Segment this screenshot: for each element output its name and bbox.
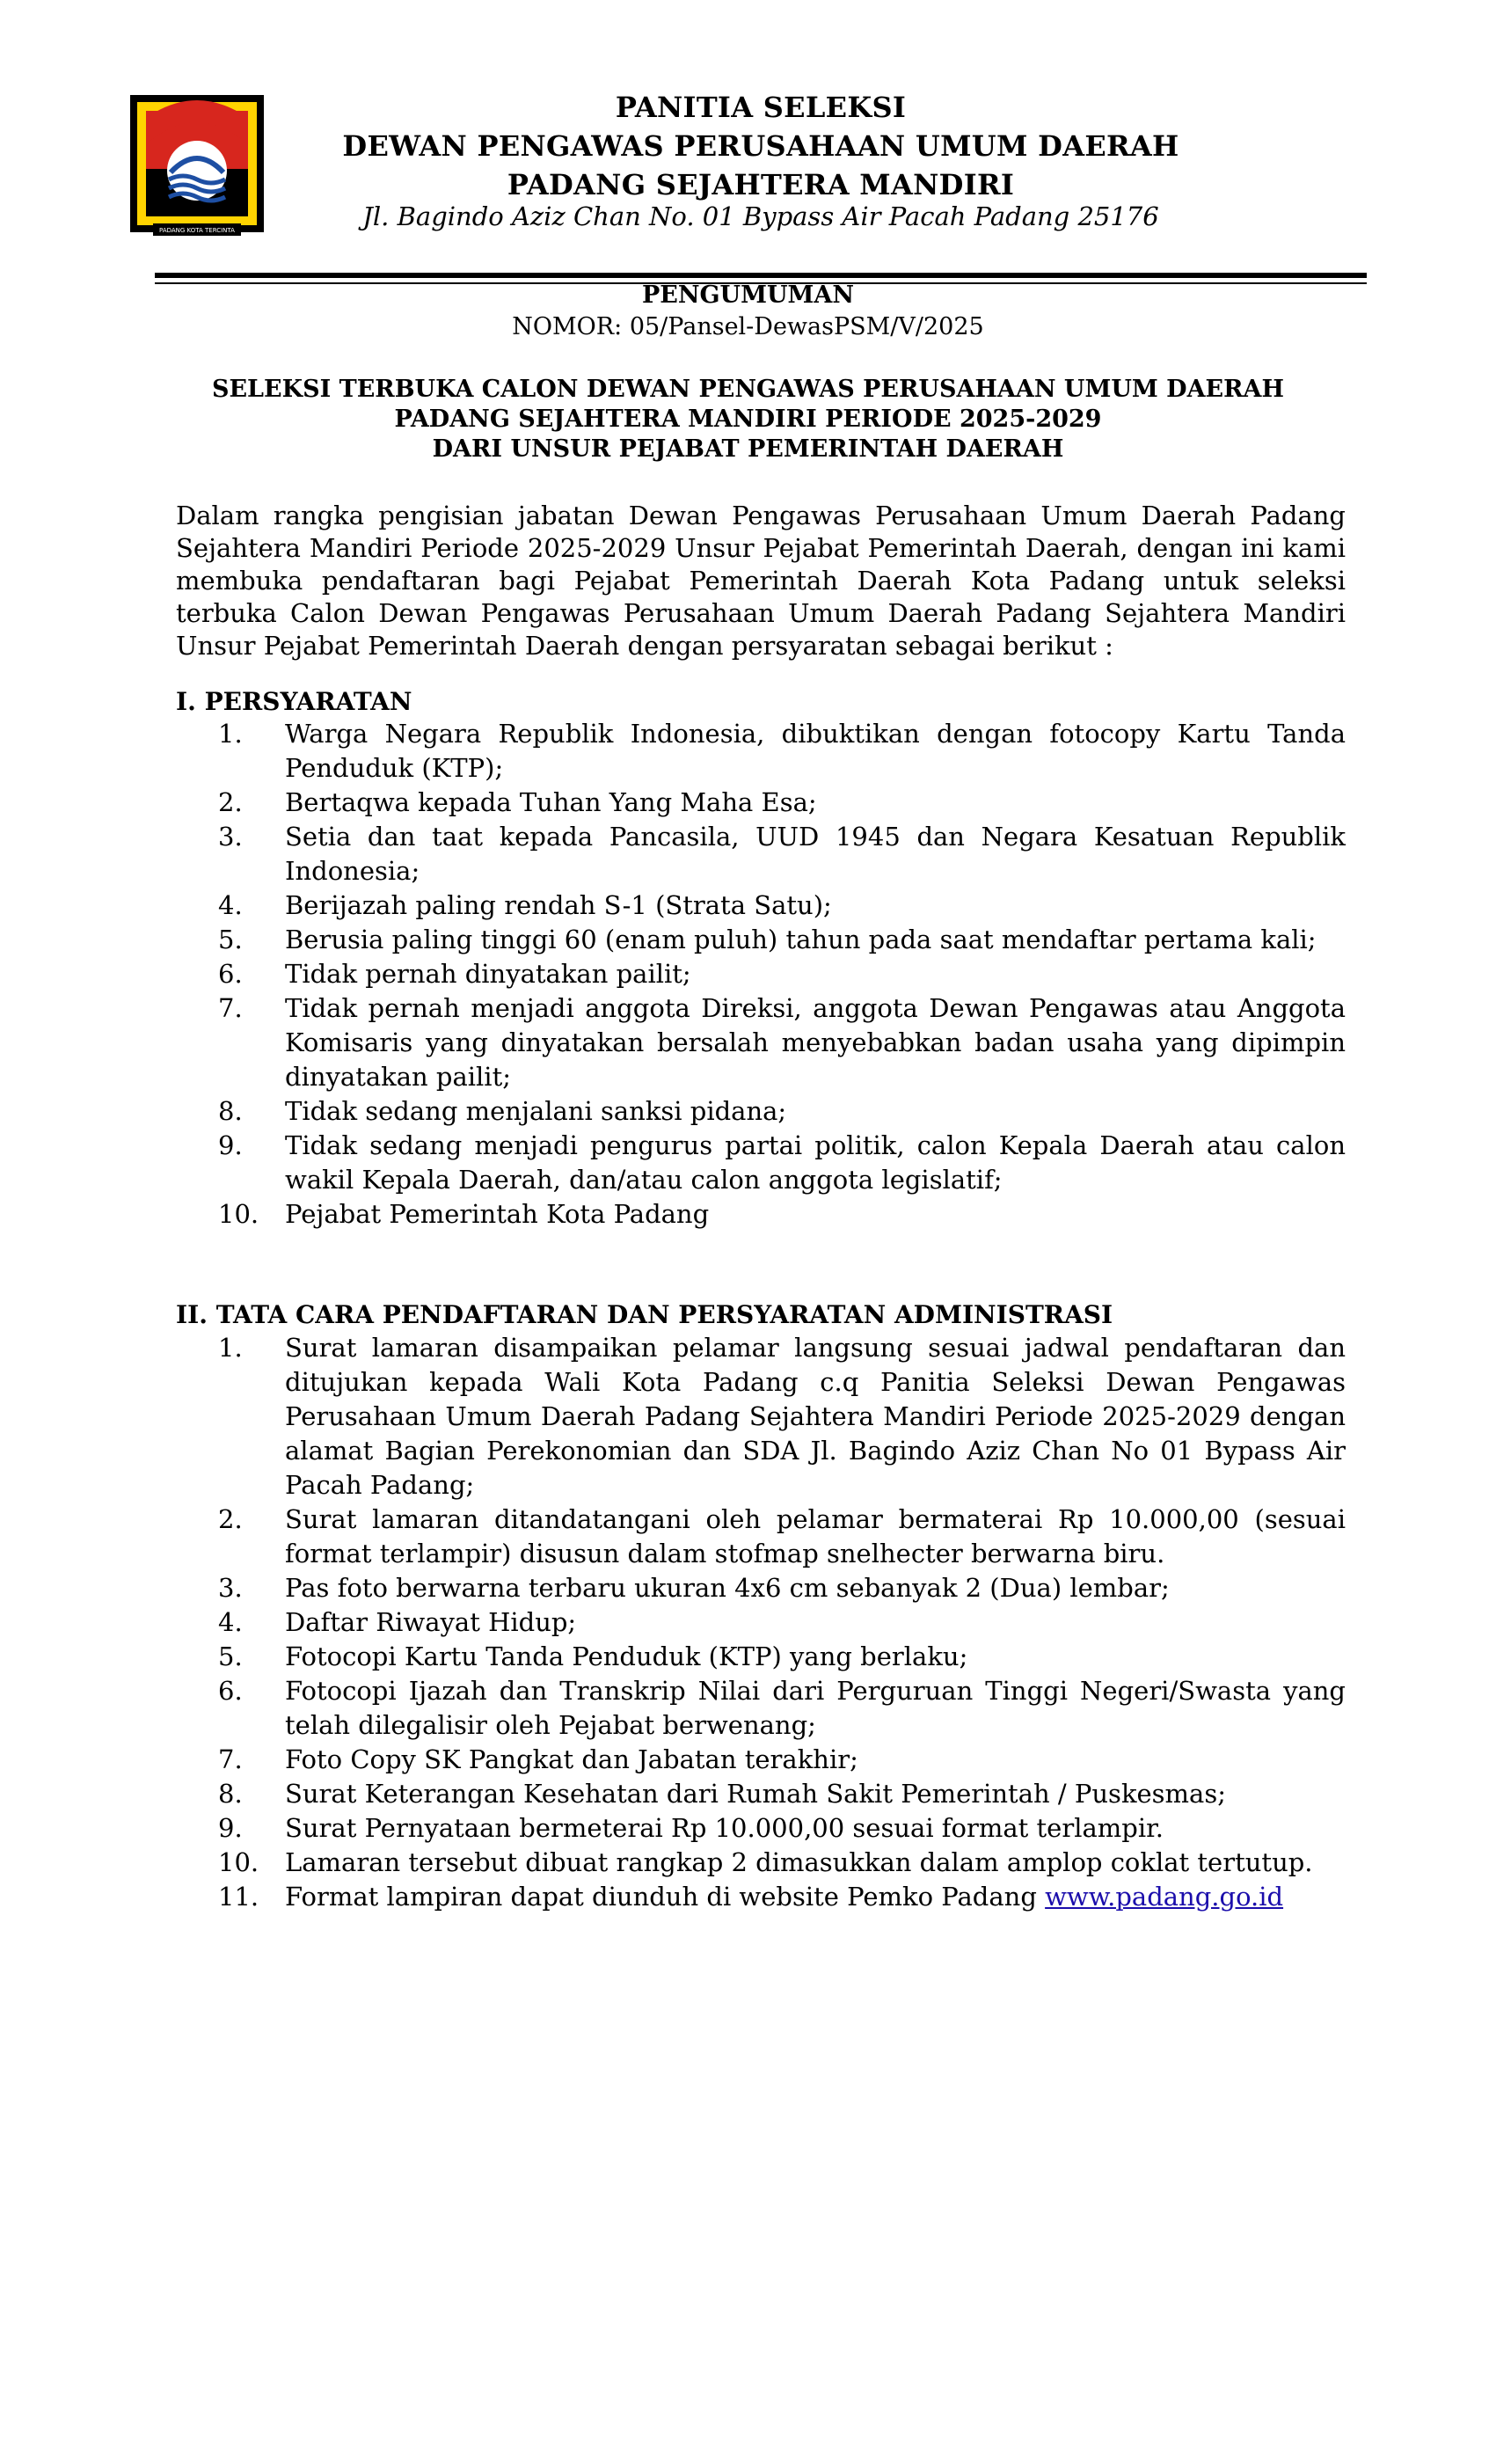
board-title: DEWAN PENGAWAS PERUSAHAAN UMUM DAERAH	[342, 129, 1179, 163]
registration-list	[176, 1331, 1346, 1914]
selection-title-line3: DARI UNSUR PEJABAT PEMERINTAH DAERAH	[432, 435, 1064, 463]
company-title: PADANG SEJAHTERA MANDIRI	[507, 168, 1015, 201]
list-item: 7. Tidak pernah menjadi anggota Direksi, anggota Dewan Pengawas atau Anggota Komisaris yang dinyatakan bersalah menyebabkan badan usaha yang dipimpin dinyatakan pailit;	[218, 993, 1346, 1092]
section-heading-requirements: I. PERSYARATAN	[176, 687, 412, 716]
list-item: 6. Fotocopi Ijazah dan Transkrip Nilai dari Perguruan Tinggi Negeri/Swasta yang telah dilegalisir oleh Pejabat berwenang;	[218, 1676, 1346, 1740]
list-item: 8. Tidak sedang menjalani sanksi pidana;	[218, 1096, 787, 1126]
list-item: 4. Berijazah paling rendah S-1 (Strata Satu);	[218, 890, 832, 920]
requirements-list	[176, 717, 1346, 1232]
list-item: 3. Pas foto berwarna terbaru ukuran 4x6 cm sebanyak 2 (Dua) lembar;	[218, 1573, 1170, 1603]
announcement-number: NOMOR: 05/Pansel-DewasPSM/V/2025	[512, 313, 984, 340]
download-instruction: Format lampiran dapat diunduh di website Pemko Padang	[285, 1882, 1046, 1912]
address: Jl. Bagindo Aziz Chan No. 01 Bypass Air Pacah Padang 25176	[362, 201, 1159, 231]
list-item: 6. Tidak pernah dinyatakan pailit;	[218, 959, 691, 989]
committee-title: PANITIA SELEKSI	[615, 91, 907, 124]
list-item: 8. Surat Keterangan Kesehatan dari Rumah Sakit Pemerintah / Puskesmas;	[218, 1779, 1226, 1809]
header-divider-thick	[155, 273, 1367, 278]
list-item: 4. Daftar Riwayat Hidup;	[218, 1607, 577, 1637]
list-item: 5. Fotocopi Kartu Tanda Penduduk (KTP) yang berlaku;	[218, 1641, 968, 1671]
list-item: 10. Pejabat Pemerintah Kota Padang	[218, 1199, 710, 1229]
announcement-title: PENGUMUMAN	[641, 281, 855, 309]
padang-city-emblem-icon	[127, 91, 267, 255]
list-item: 10. Lamaran tersebut dibuat rangkap 2 dimasukkan dalam amplop coklat tertutup.	[218, 1847, 1313, 1877]
list-item: 1. Warga Negara Republik Indonesia, dibuktikan dengan fotocopy Kartu Tanda Penduduk (KTP);	[218, 719, 1346, 783]
section-heading-registration: II. TATA CARA PENDAFTARAN DAN PERSYARATAN ADMINISTRASI	[176, 1300, 1113, 1329]
list-item: 5. Berusia paling tinggi 60 (enam puluh) tahun pada saat mendaftar pertama kali;	[218, 925, 1317, 954]
list-item: 9. Tidak sedang menjadi pengurus partai politik, calon Kepala Daerah atau calon wakil Kepala Daerah, dan/atau calon anggota legislatif;	[218, 1130, 1346, 1195]
selection-title-line2: PADANG SEJAHTERA MANDIRI PERIODE 2025-2029	[394, 406, 1102, 433]
list-item: 1. Surat lamaran disampaikan pelamar langsung sesuai jadwal pendaftaran dan ditujukan kepada Wali Kota Padang c.q Panitia Seleksi Dewan Pengawas Perusahaan Umum Daerah Padang Sejahtera Mandiri Periode 2025-2029 dengan alamat Bagian Perekonomian dan SDA Jl. Bagindo Aziz Chan No 01 Bypass Air Pacah Padang;	[218, 1333, 1346, 1500]
selection-title-line1: SELEKSI TERBUKA CALON DEWAN PENGAWAS PERUSAHAAN UMUM DAERAH	[211, 376, 1285, 403]
list-item: 2. Bertaqwa kepada Tuhan Yang Maha Esa;	[218, 787, 817, 817]
logo-motto: PADANG KOTA TERCINTA	[159, 227, 235, 234]
list-item: 2. Surat lamaran ditandatangani oleh pelamar bermaterai Rp 10.000,00 (sesuai format terlampir) disusun dalam stofmap snelhecter berwarna biru.	[218, 1504, 1346, 1568]
intro-paragraph: Dalam rangka pengisian jabatan Dewan Pengawas Perusahaan Umum Daerah Padang Sejahtera Mandiri Periode 2025-2029 Unsur Pejabat Pemerintah Daerah, dengan ini kami membuka pendaftaran bagi Pejabat Pemerintah Daerah Kota Padang untuk seleksi terbuka Calon Dewan Pengawas Perusahaan Umum Daerah Padang Sejahtera Mandiri Unsur Pejabat Pemerintah Daerah dengan persyaratan sebagai berikut :	[176, 501, 1346, 661]
website-link[interactable]: www.padang.go.id	[1045, 1882, 1284, 1912]
list-item: 11. Format lampiran dapat diunduh di website Pemko Padang www.padang.go.id	[218, 1882, 1284, 1912]
list-item: 7. Foto Copy SK Pangkat dan Jabatan terakhir;	[218, 1744, 858, 1774]
list-item: 3. Setia dan taat kepada Pancasila, UUD 1945 dan Negara Kesatuan Republik Indonesia;	[218, 822, 1346, 886]
list-item: 9. Surat Pernyataan bermeterai Rp 10.000,00 sesuai format terlampir.	[218, 1813, 1164, 1843]
